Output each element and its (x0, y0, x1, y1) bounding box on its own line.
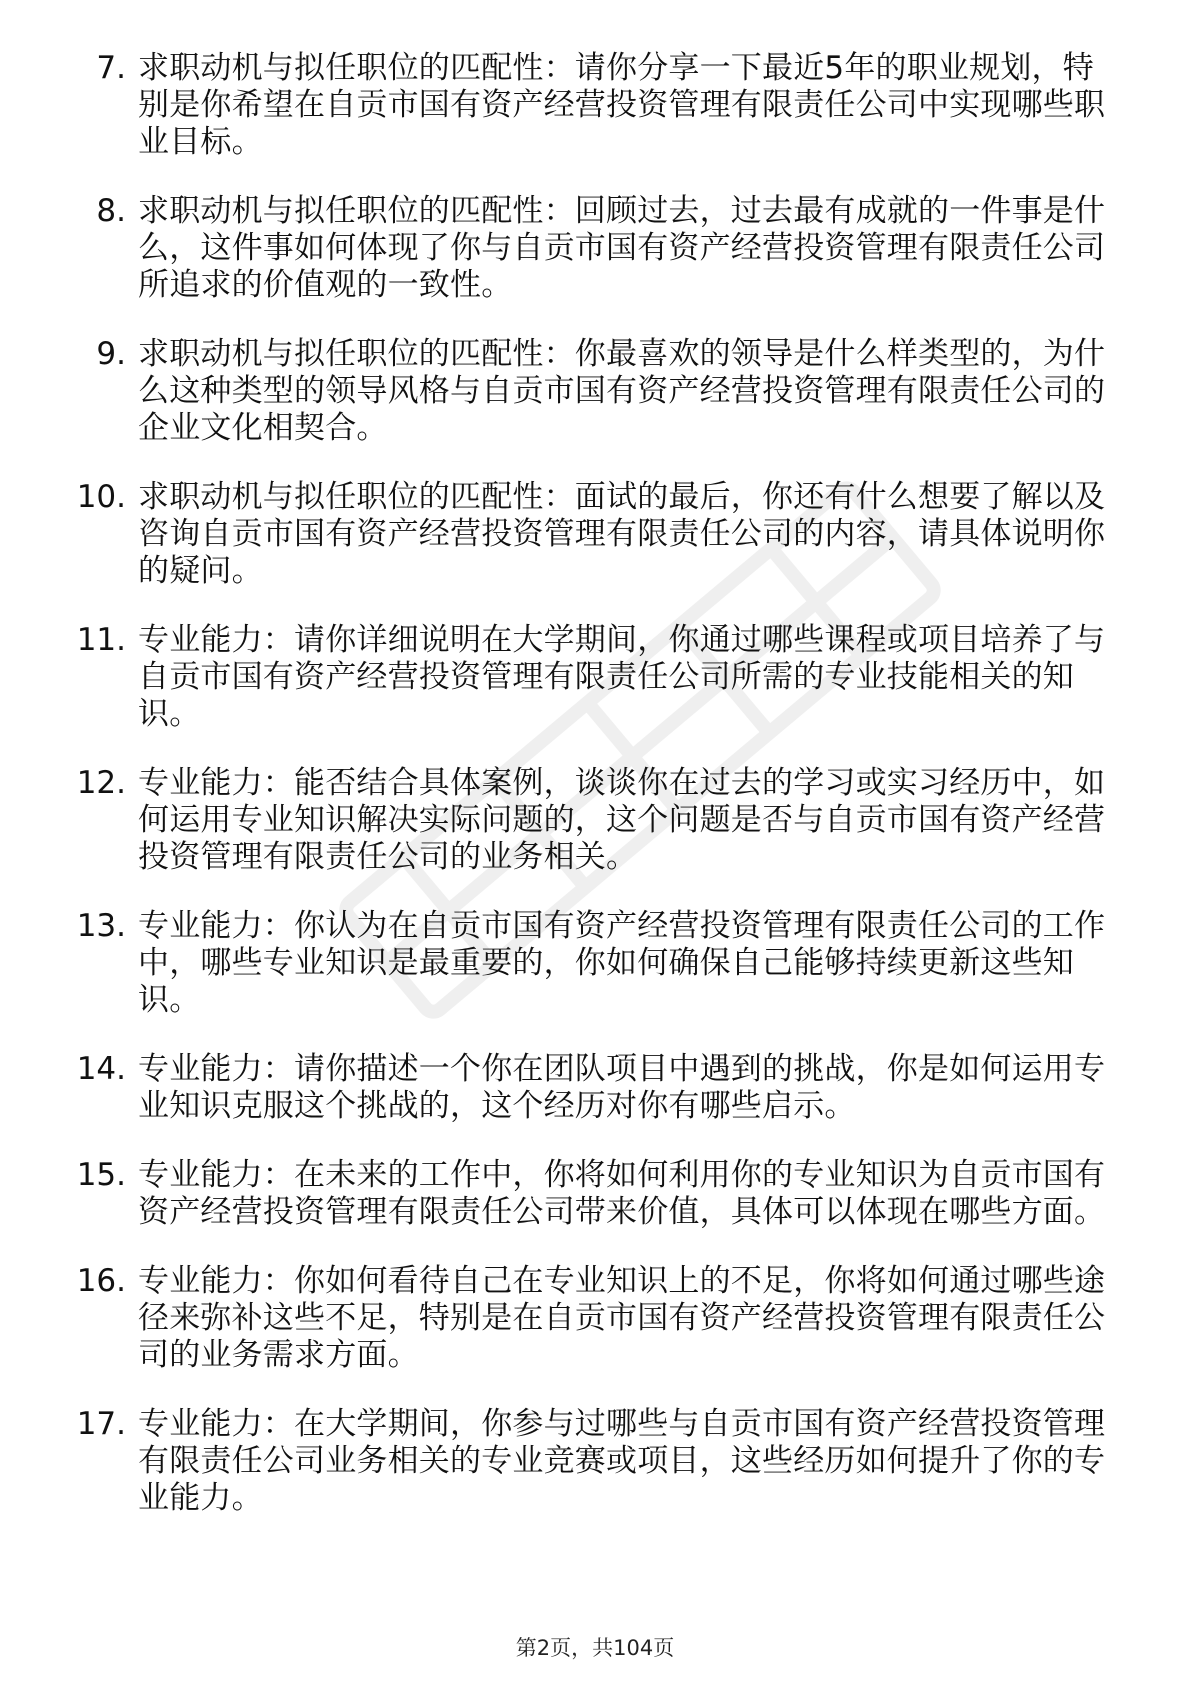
question-number: 14. (76, 1051, 126, 1087)
question-item (70, 765, 1120, 876)
question-number: 15. (76, 1157, 126, 1193)
question-item (70, 1157, 1120, 1231)
page-footer (0, 1632, 1190, 1662)
question-item (70, 479, 1120, 590)
question-item (70, 622, 1120, 733)
question-number: 7. (96, 50, 126, 86)
question-text: 求职动机与拟任职位的匹配性：请你分享一下最近5年的职业规划，特别是你希望在自贡市国有资产经营投资管理有限责任公司中实现哪些职业目标。 (138, 50, 1106, 160)
question-number: 16. (76, 1263, 126, 1299)
question-text: 专业能力：在大学期间，你参与过哪些与自贡市国有资产经营投资管理有限责任公司业务相关的专业竞赛或项目，这些经历如何提升了你的专业能力。 (138, 1406, 1106, 1516)
question-item (70, 50, 1120, 161)
question-text: 专业能力：在未来的工作中，你将如何利用你的专业知识为自贡市国有资产经营投资管理有限责任公司带来价值，具体可以体现在哪些方面。 (138, 1157, 1106, 1230)
question-number: 13. (76, 908, 126, 944)
question-number: 11. (76, 622, 126, 658)
page-number-label: 第2页，共104页 (515, 1636, 675, 1660)
question-item (70, 1051, 1120, 1125)
question-text: 求职动机与拟任职位的匹配性：回顾过去，过去最有成就的一件事是什么，这件事如何体现了你与自贡市国有资产经营投资管理有限责任公司所追求的价值观的一致性。 (138, 193, 1106, 303)
question-number: 8. (96, 193, 126, 229)
question-list (70, 50, 1120, 1549)
question-item (70, 1406, 1120, 1517)
question-number: 17. (76, 1406, 126, 1442)
question-text: 专业能力：请你描述一个你在团队项目中遇到的挑战，你是如何运用专业知识克服这个挑战的，这个经历对你有哪些启示。 (138, 1051, 1106, 1124)
question-text: 专业能力：请你详细说明在大学期间，你通过哪些课程或项目培养了与自贡市国有资产经营投资管理有限责任公司所需的专业技能相关的知识。 (138, 622, 1106, 732)
question-number: 10. (76, 479, 126, 515)
question-item (70, 193, 1120, 304)
question-text: 求职动机与拟任职位的匹配性：面试的最后，你还有什么想要了解以及咨询自贡市国有资产经营投资管理有限责任公司的内容，请具体说明你的疑问。 (138, 479, 1106, 589)
question-number: 9. (96, 336, 126, 372)
question-text: 专业能力：能否结合具体案例，谈谈你在过去的学习或实习经历中，如何运用专业知识解决实际问题的，这个问题是否与自贡市国有资产经营投资管理有限责任公司的业务相关。 (138, 765, 1106, 875)
question-item (70, 1263, 1120, 1374)
question-text: 专业能力：你认为在自贡市国有资产经营投资管理有限责任公司的工作中，哪些专业知识是最重要的，你如何确保自己能够持续更新这些知识。 (138, 908, 1106, 1018)
question-item (70, 336, 1120, 447)
question-number: 12. (76, 765, 126, 801)
question-text: 求职动机与拟任职位的匹配性：你最喜欢的领导是什么样类型的，为什么这种类型的领导风格与自贡市国有资产经营投资管理有限责任公司的企业文化相契合。 (138, 336, 1106, 446)
question-text: 专业能力：你如何看待自己在专业知识上的不足，你将如何通过哪些途径来弥补这些不足，特别是在自贡市国有资产经营投资管理有限责任公司的业务需求方面。 (138, 1263, 1106, 1373)
question-item (70, 908, 1120, 1019)
